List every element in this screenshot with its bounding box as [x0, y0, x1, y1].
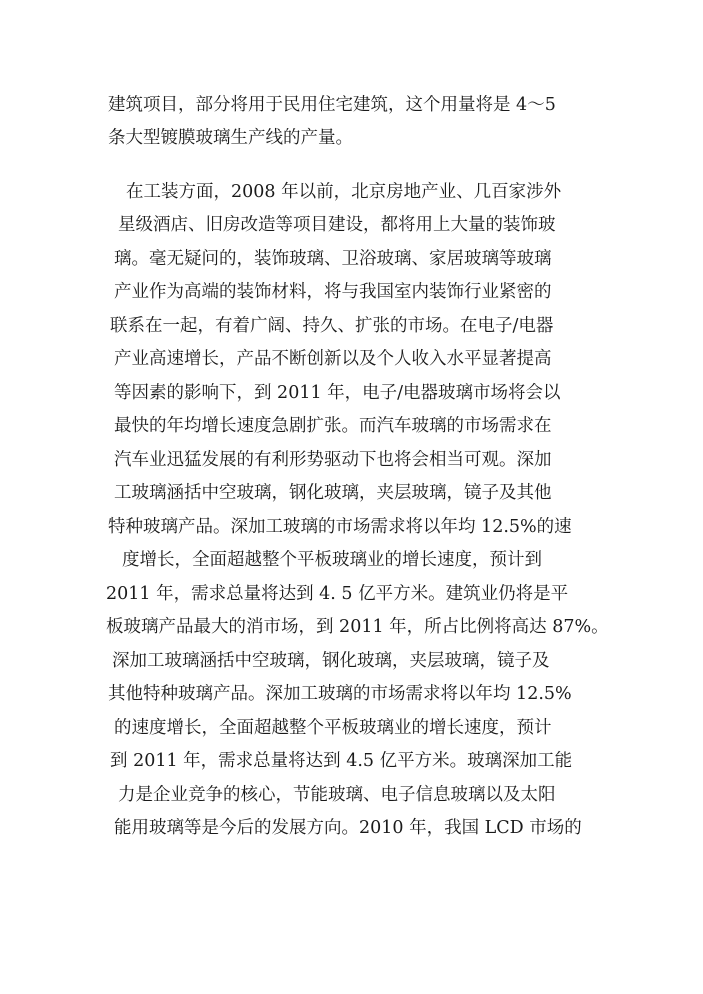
text-line: 联系在一起，有着广阔、持久、扩张的市场。在电子/电器: [110, 316, 554, 336]
text-line: 产业高速增长，产品不断创新以及个人收入水平显著提高: [114, 349, 552, 369]
text-line: 在工装方面，2008 年以前，北京房地产业、几百家涉外: [126, 182, 562, 202]
text-line: 的速度增长，全面超越整个平板玻璃业的增长速度，预计: [114, 718, 552, 738]
text-line: 深加工玻璃涵括中空玻璃，钢化玻璃，夹层玻璃，镜子及: [112, 651, 550, 671]
text-line: 其他特种玻璃产品。深加工玻璃的市场需求将以年均 12.5%: [108, 684, 572, 704]
text-line: 等因素的影响下，到 2011 年，电子/电器玻璃市场将会以: [114, 383, 561, 403]
text-line: 度增长，全面超越整个平板玻璃业的增长速度，预计到: [122, 550, 542, 570]
text-line: 能用玻璃等是今后的发展方向。2010 年，我国 LCD 市场的: [114, 818, 582, 838]
text-line: 到 2011 年，需求总量将达到 4.5 亿平方米。玻璃深加工能: [110, 751, 573, 771]
text-line: 星级酒店、旧房改造等项目建设，都将用上大量的装饰玻: [118, 215, 556, 235]
text-line: 汽车业迅猛发展的有利形势驱动下也将会相当可观。深加: [114, 450, 552, 470]
text-line: 特种玻璃产品。深加工玻璃的市场需求将以年均 12.5%的速: [108, 517, 572, 537]
text-line: 建筑项目，部分将用于民用住宅建筑，这个用量将是 4～5: [108, 95, 556, 115]
text-line: 最快的年均增长速度急剧扩张。而汽车玻璃的市场需求在: [114, 416, 552, 436]
text-line: 璃。毫无疑问的，装饰玻璃、卫浴玻璃、家居玻璃等玻璃: [114, 249, 552, 269]
text-line: 2011 年，需求总量将达到 4. 5 亿平方米。建筑业仍将是平: [106, 584, 569, 604]
text-line: 板玻璃产品最大的消市场，到 2011 年，所占比例将高达 87%。: [106, 617, 609, 637]
text-line: 产业作为高端的装饰材料，将与我国室内装饰行业紧密的: [114, 282, 552, 302]
text-line: 条大型镀膜玻璃生产线的产量。: [108, 128, 353, 148]
text-line: 工玻璃涵括中空玻璃，钢化玻璃，夹层玻璃，镜子及其他: [114, 483, 552, 503]
text-line: 力是企业竞争的核心，节能玻璃、电子信息玻璃以及太阳: [118, 785, 556, 805]
